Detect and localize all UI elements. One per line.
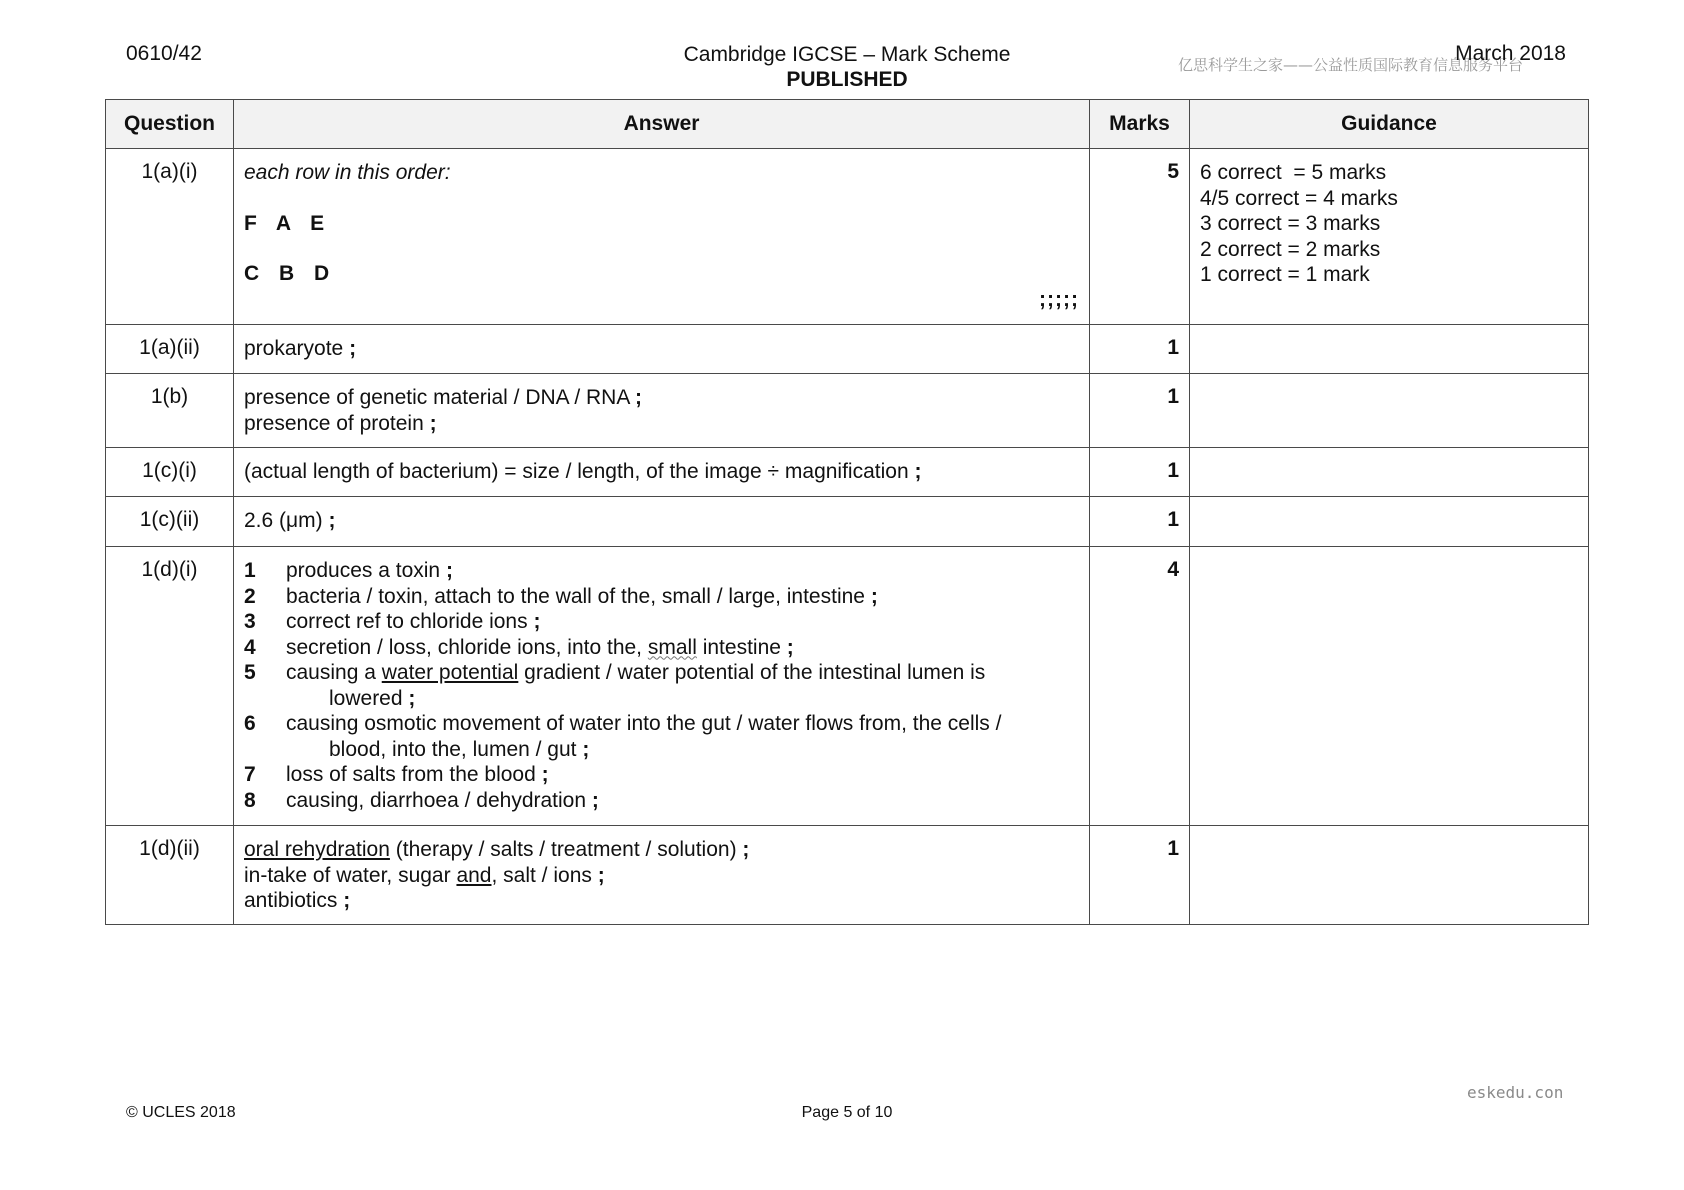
question-header: Question [106,100,234,149]
question-cell: 1(a)(ii) [106,325,234,374]
marks-cell: 1 [1090,448,1190,497]
table-row [106,826,1589,925]
answer-cell [234,325,1090,374]
guidance-line: 1 correct = 1 mark [1200,263,1370,286]
guidance-line: 4/5 correct = 4 marks [1200,186,1398,210]
guidance-cell [1190,448,1589,497]
point-text: causing, diarrhoea / dehydration [286,788,587,812]
guidance-cell [1190,325,1589,374]
semicolon: ; [429,411,437,435]
point-number: 5 [244,661,256,684]
letters-row-2: C B D [244,262,330,285]
answer-text: 2.6 (μm) [244,509,323,532]
answer-intro: each row in this order: [244,161,451,184]
point-text: intestine [696,635,781,659]
point-number: 6 [244,712,256,735]
point-text: bacteria / toxin, attach to the wall of the, small / large, intestine [286,584,865,608]
question-cell: 1(c)(ii) [106,497,234,547]
marks-cell: 1 [1090,374,1190,448]
answer-cell [234,374,1090,448]
semicolon: ; [541,763,549,786]
table-row [106,325,1589,374]
point-text-continued: blood, into the, lumen / gut [329,737,577,761]
mark-scheme-title: Cambridge IGCSE – Mark Scheme [683,43,1011,66]
point-number: 7 [244,763,256,786]
semicolon: ; [408,686,416,710]
mark-ticks: ;;;;; [1039,287,1079,311]
answer-text: antibiotics [244,889,338,912]
table-header-row [106,100,1589,149]
marking-point [244,660,1079,711]
guidance-cell [1190,149,1589,325]
marking-point [244,635,1079,661]
question-cell: 1(a)(i) [106,149,234,325]
point-text: causing a [286,661,382,684]
point-text-underlined: water potential [381,661,519,684]
point-number: 4 [244,635,256,659]
table-row [106,149,1589,325]
point-text: secretion / loss, chloride ions, into the, [286,635,648,659]
answer-cell [234,497,1090,547]
guidance-cell [1190,497,1589,547]
semicolon: ; [445,559,453,582]
answer-header: Answer [234,100,1090,149]
marking-point [244,584,1079,610]
question-cell: 1(b) [106,374,234,448]
guidance-line: 6 correct = 5 marks [1200,161,1387,184]
semicolon: ; [343,889,351,912]
site-watermark: eskedu.con [1467,1083,1564,1102]
guidance-line: 3 correct = 3 marks [1200,212,1381,235]
semicolon: ; [597,863,605,887]
exam-date: March 2018 [1455,42,1566,65]
point-number: 1 [244,559,256,582]
point-number: 8 [244,788,256,812]
question-cell: 1(c)(i) [106,448,234,497]
page-number: Page 5 of 10 [801,1104,893,1121]
marking-point [244,762,1079,788]
published-label: PUBLISHED [786,68,908,91]
semicolon: ; [870,584,878,608]
mark-scheme-table [105,99,1589,925]
point-text: loss of salts from the blood [286,763,536,786]
point-text-emphasis: small [647,635,697,659]
semicolon: ; [635,386,643,409]
marks-cell: 4 [1090,547,1190,826]
question-cell: 1(d)(i) [106,547,234,826]
answer-cell [234,826,1090,925]
paper-code: 0610/42 [126,42,202,65]
watermark-text: 亿思科学生之家——公益性质国际教育信息服务平台 [1178,56,1524,74]
answer-cell [234,149,1090,325]
guidance-cell [1190,547,1589,826]
marks-cell: 5 [1090,149,1190,325]
semicolon: ; [349,337,357,360]
guidance-cell [1190,826,1589,925]
point-text-continued: lowered [329,686,403,710]
semicolon: ; [533,610,541,633]
answer-text-underlined: and [456,863,492,887]
semicolon: ; [582,737,590,761]
marking-point [244,558,1079,584]
table-row [106,448,1589,497]
marking-point [244,609,1079,635]
answer-text: , salt / ions [491,863,592,887]
letters-row-1: F A E [244,211,325,235]
answer-text: (actual length of bacterium) = size / length, of the image ÷ magnification [244,460,909,483]
copyright: © UCLES 2018 [126,1104,236,1121]
answer-text: presence of genetic material / DNA / RNA [244,386,630,409]
answer-cell [234,547,1090,826]
marking-point [244,711,1079,762]
semicolon: ; [328,509,336,532]
table-row [106,547,1589,826]
marking-point [244,788,1079,814]
guidance-cell [1190,374,1589,448]
point-number: 2 [244,584,256,608]
answer-text: (therapy / salts / treatment / solution) [389,838,737,861]
marks-cell: 1 [1090,325,1190,374]
semicolon: ; [591,788,599,812]
guidance-line: 2 correct = 2 marks [1200,237,1381,261]
table-row [106,374,1589,448]
answer-text-underlined: oral rehydration [244,838,390,861]
table-row [106,497,1589,547]
guidance-header: Guidance [1190,100,1589,149]
semicolon: ; [742,838,750,861]
answer-text: presence of protein [244,411,424,435]
answer-text: prokaryote [244,337,344,360]
marks-header: Marks [1090,100,1190,149]
question-cell: 1(d)(ii) [106,826,234,925]
point-text: correct ref to chloride ions [286,610,528,633]
point-text: gradient / water potential of the intestinal lumen is [518,661,986,684]
point-text: produces a toxin [286,559,441,582]
point-text: causing osmotic movement of water into the gut / water flows from, the cells / [286,712,1002,735]
marks-cell: 1 [1090,497,1190,547]
answer-text: in-take of water, sugar [244,863,457,887]
marks-cell: 1 [1090,826,1190,925]
answer-cell [234,448,1090,497]
semicolon: ; [914,460,922,483]
point-number: 3 [244,610,256,633]
semicolon: ; [786,635,794,659]
